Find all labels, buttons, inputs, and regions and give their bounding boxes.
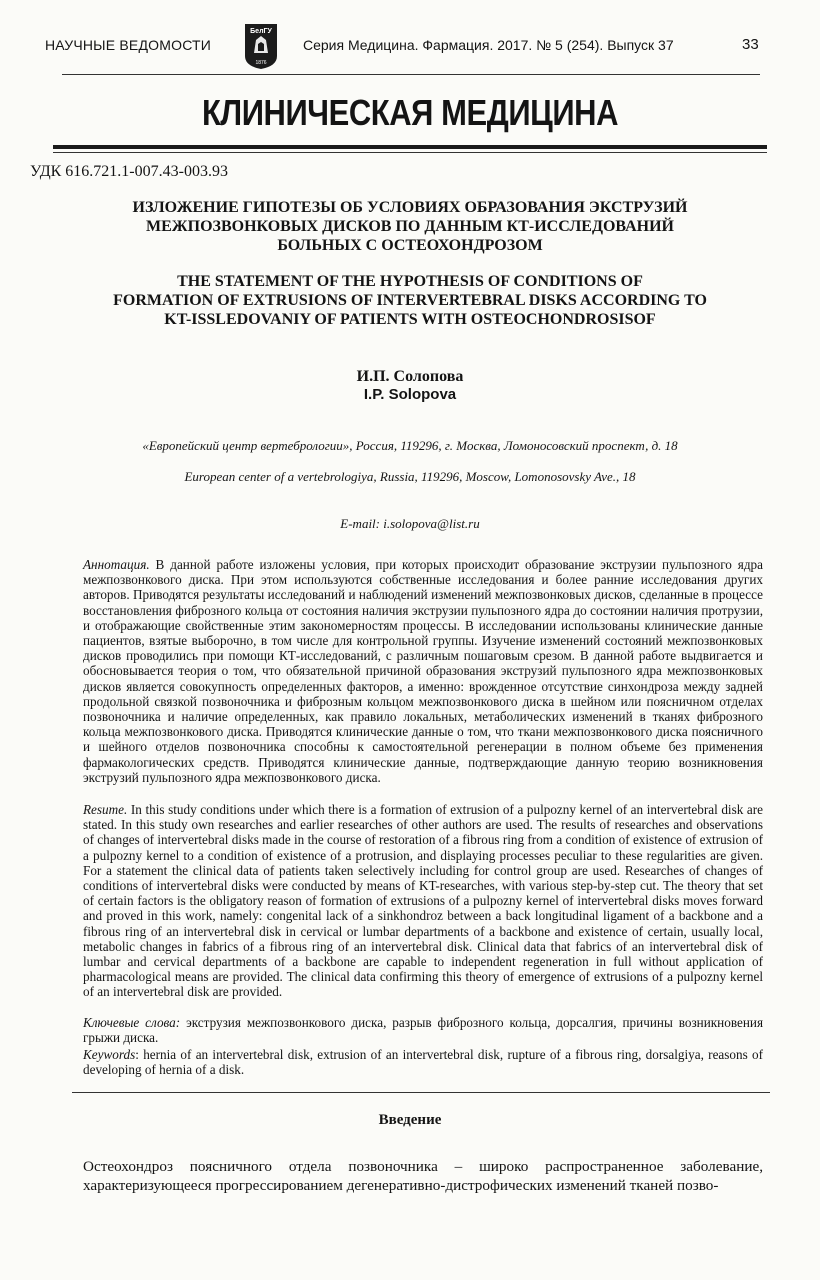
section-divider-thin xyxy=(53,152,767,153)
keywords-en-lead: Keywords xyxy=(83,1047,136,1062)
keywords-ru-lead: Ключевые слова: xyxy=(83,1015,181,1030)
keywords-ru xyxy=(83,1015,763,1045)
keywords-en xyxy=(83,1047,763,1077)
logo-text: БелГУ xyxy=(250,28,272,35)
author-name-ru: И.П. Солопова xyxy=(356,368,464,385)
affiliation-ru: «Европейский центр вертебрологии», Россия, 119296, г. Москва, Ломоносовский проспект, д. 18 xyxy=(142,438,678,453)
udk-code: УДК 616.721.1-007.43-003.93 xyxy=(30,163,228,180)
keywords-ru-text: экструзия межпозвонкового диска, разрыв фиброзного кольца, дорсалгия, причины возникновения грыжи диска. xyxy=(83,1015,764,1046)
university-logo-icon xyxy=(243,22,279,70)
title-en-line: THE STATEMENT OF THE HYPOTHESIS OF CONDITIONS OF xyxy=(177,273,643,290)
keywords-en-text: : hernia of an intervertebral disk, extrusion of an intervertebral disk, rupture of a fibrous ring, dorsalgiya, reasons of developing of hernia of a disk. xyxy=(83,1047,763,1078)
abstract-ru xyxy=(83,557,763,785)
article-title-ru xyxy=(0,198,820,255)
header-divider xyxy=(62,74,760,75)
logo-year: 1876 xyxy=(255,60,267,66)
article-title-en xyxy=(0,272,820,329)
title-ru-line: МЕЖПОЗВОНКОВЫХ ДИСКОВ ПО ДАННЫМ КТ-ИССЛЕДОВАНИЙ xyxy=(146,218,674,235)
intro-paragraph: Остеохондроз поясничного отдела позвоночника – широко распространенное заболевание, характеризующееся прогрессированием дегенеративно-дистрофических изменений тканей позво- xyxy=(83,1158,763,1194)
abstract-ru-lead: Аннотация. xyxy=(83,557,150,572)
author-email: E-mail: i.solopova@list.ru xyxy=(340,516,480,531)
abstract-en xyxy=(83,802,763,1000)
body-divider xyxy=(72,1092,770,1093)
title-en-line: FORMATION OF EXTRUSIONS OF INTERVERTEBRAL DISKS ACCORDING TO xyxy=(113,292,707,309)
title-ru-line: БОЛЬНЫХ С ОСТЕОХОНДРОЗОМ xyxy=(277,237,543,254)
affiliation-en: European center of a vertebrologiya, Russia, 119296, Moscow, Lomonosovsky Ave., 18 xyxy=(184,469,636,484)
intro-heading: Введение xyxy=(378,1112,442,1128)
abstract-en-text: In this study conditions under which there is a formation of extrusion of a pulpozny kernel of an intervertebral disk are stated. In this study own researches and earlier researches of other authors are used. The results of researches and observations of changes of intervertebral disks made in the course of restoration of a fibrous ring from a condition of existence of extrusion of a pulpozny kernel to a condition of existence of a protrusion, and displaying processes peculiar to these regularities are given. For a statement the clinical data of patients taken selectively including for control group are used. Researches of changes of conditions of intervertebral disks were conducted by means of KT-researches, with various step-by-step cut. The theory that set of certain factors is the obligatory reason of formation of extrusions of a pulpozny kernel of intervertebral disks moves forward and proved in this work, namely: congenital lack of a sinkhondroz between a back longitudinal ligament of a backbone and a fibrous ring of an intervertebral disk in cervical or lumbar departments of a backbone and existence of certain, usually local, metabolic changes in fabrics of a fibrous ring of an intervertebral disk. Clinical data that fabrics of an intervertebral disk of lumbar and cervical departments of a backbone are capable to independent regeneration in full without application of pharmacological means are provided. The clinical data confirming this theory of emergence of extrusions of a pulpozny kernel of an intervertebral disk are provided. xyxy=(83,802,763,1000)
section-title: КЛИНИЧЕСКАЯ МЕДИЦИНА xyxy=(201,92,619,133)
journal-name: НАУЧНЫЕ ВЕДОМОСТИ xyxy=(45,37,212,53)
page-number: 33 xyxy=(742,36,759,53)
title-en-line: KT-ISSLEDOVANIY OF PATIENTS WITH OSTEOCHONDROSISOF xyxy=(164,311,656,328)
author-name-en: I.P. Solopova xyxy=(363,386,457,403)
journal-series: Серия Медицина. Фармация. 2017. № 5 (254). Выпуск 37 xyxy=(303,37,674,53)
abstract-en-lead: Resume. xyxy=(83,802,128,817)
abstract-ru-text: В данной работе изложены условия, при которых происходит образование экструзии пульпозного ядра межпозвонкового диска. При этом используются собственные исследования и более ранние исследования других авторов. Приводятся результаты исследований и наблюдений изменений межпозвонковых дисков, сделанные в процессе восстановления фиброзного кольца от состояния наличия экструзии пульпозного ядра до состоянии наличия протрузии, и отображающие свойственные этим закономерностям процессы. В исследовании использованы клинические данные пациентов, взятые выборочно, в том числе для контрольной группы. Изучение изменений состояний межпозвонковых дисков проводились при помощи КТ-исследований, с различным пошаговым срезом. В данной работе выдвигается и обосновывается теория о том, что обязательной причиной образования экструзий пульпозного ядра межпозвонковых дисков является совокупность определенных факторов, а именно: врожденное отсутствие синхондроза между задней продольной связкой позвоночника и фиброзным кольцом межпозвонкового диска в шейном или поясничном отделах позвоночника и наличие определенных, как правило локальных, метаболических изменений в тканях фиброзного кольца межпозвонкового диска. Приводятся клинические данные о том, что ткани межпозвонкового диска поясничного и шейного отделов позвоночника способны к самостоятельной регенерации в полном объеме без применения фармакологических средств. Приводятся клинические данные, подтверждающие данную теорию возникновения экструзий пульпозного ядра межпозвонкового диска. xyxy=(83,557,763,785)
section-divider-thick xyxy=(53,145,767,149)
title-ru-line: ИЗЛОЖЕНИЕ ГИПОТЕЗЫ ОБ УСЛОВИЯХ ОБРАЗОВАНИЯ ЭКСТРУЗИЙ xyxy=(132,199,688,216)
